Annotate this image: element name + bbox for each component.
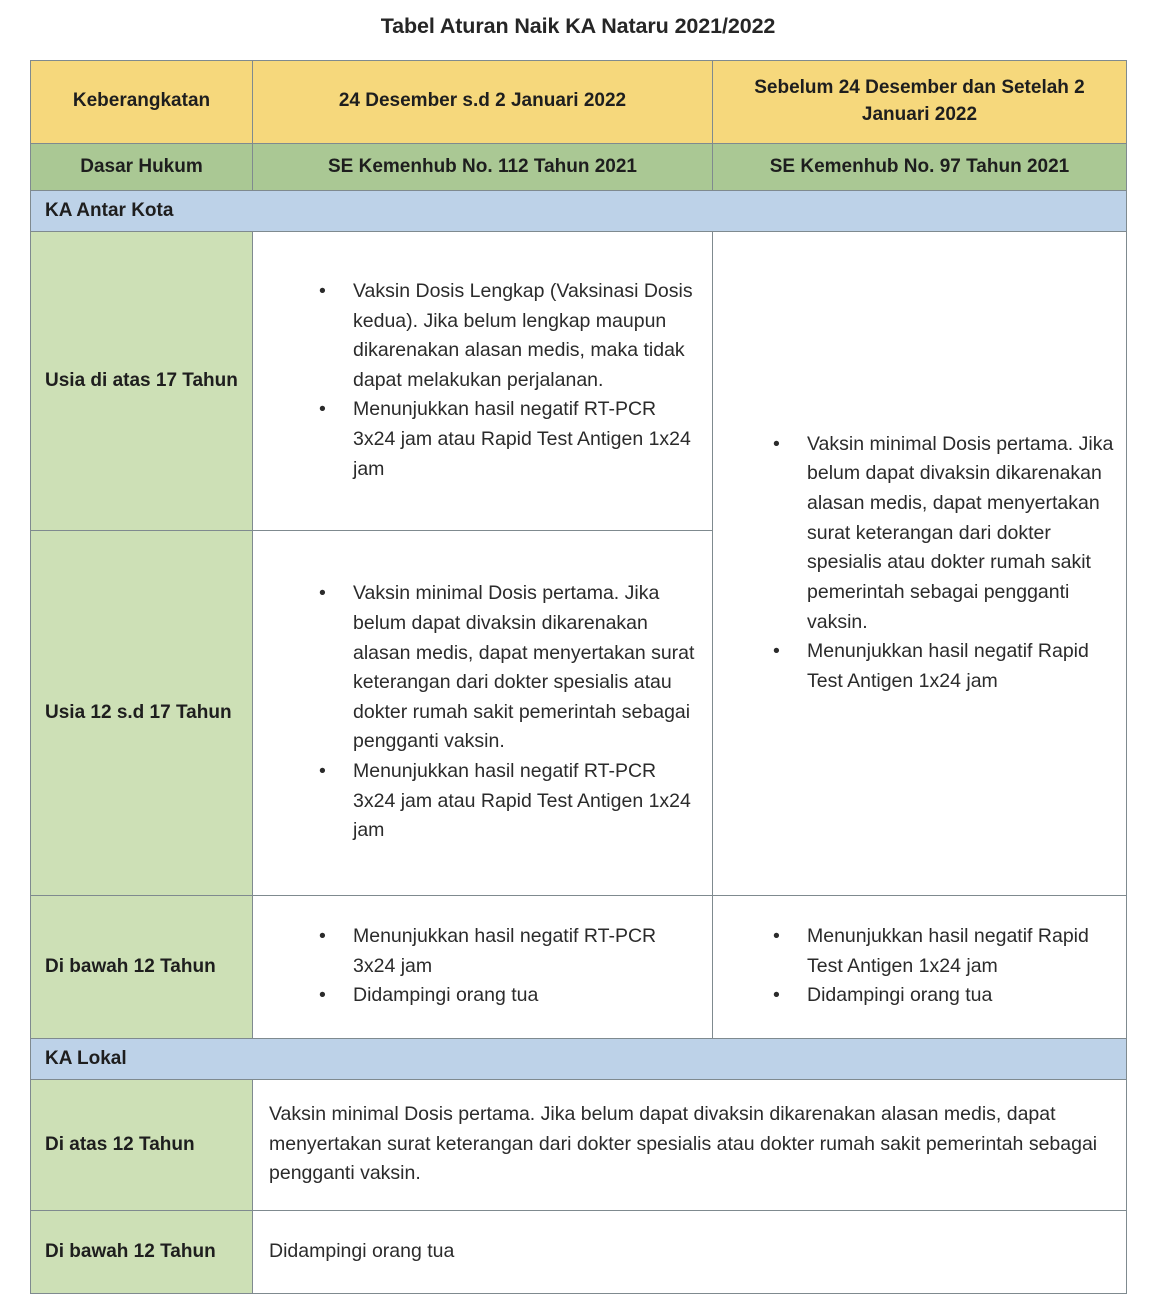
list-item-text: Menunjukkan hasil negatif Rapid Test Antigen 1x24 jam [807,925,1089,977]
list-item-text: Didampingi orang tua [807,984,993,1007]
section-band-local: KA Lokal [31,1038,1127,1079]
cell-12-to-17-peak [253,530,713,895]
list-item-text: Menunjukkan hasil negatif Rapid Test Antigen 1x24 jam [807,640,1089,692]
cell-under-12-peak [253,895,713,1038]
list-item [773,922,1114,981]
legal-basis-peak: SE Kemenhub No. 112 Tahun 2021 [253,143,713,190]
table-row [31,1079,1127,1210]
bullet-list [263,579,700,846]
list-item-text: Menunjukkan hasil negatif RT-PCR 3x24 jam [353,925,657,977]
bullet-icon: • [773,925,780,948]
list-item [319,579,700,757]
cell-under-12-offpeak [713,895,1127,1038]
row-label-under-12-local: Di bawah 12 Tahun [31,1210,253,1293]
bullet-list [263,277,700,484]
list-item-text: Vaksin minimal Dosis pertama. Jika belum dapat divaksin dikarenakan alasan medis, dapat menyertakan surat keterangan dari dokter spesialis atau dokter rumah sakit pemerintah sebagai pengganti vaksin. [353,582,695,753]
row-label-under-12-intercity: Di bawah 12 Tahun [31,895,253,1038]
list-item [319,757,700,846]
bullet-icon: • [773,432,780,455]
bullet-icon: • [773,640,780,663]
list-item-text: Menunjukkan hasil negatif RT-PCR 3x24 jam atau Rapid Test Antigen 1x24 jam [353,398,691,480]
section-band-row-intercity [31,190,1127,231]
legal-basis-row [31,143,1127,190]
list-item [319,395,700,484]
cell-under-12-local [253,1210,1127,1293]
bullet-icon: • [773,984,780,1007]
list-item [319,277,700,396]
row-label-12-to-17: Usia 12 s.d 17 Tahun [31,530,253,895]
bullet-icon: • [319,760,326,783]
list-item [319,922,700,981]
section-band-row-local [31,1038,1127,1079]
table-row [31,1210,1127,1293]
header-cell-period-peak: 24 Desember s.d 2 Januari 2022 [253,61,713,144]
list-item-text: Menunjukkan hasil negatif RT-PCR 3x24 jam atau Rapid Test Antigen 1x24 jam [353,760,691,842]
cell-text: Didampingi orang tua [269,1239,455,1262]
row-label-above-17: Usia di atas 17 Tahun [31,231,253,530]
bullet-icon: • [319,984,326,1007]
list-item-text: Vaksin minimal Dosis pertama. Jika belum dapat divaksin dikarenakan alasan medis, dapat menyertakan surat keterangan dari dokter spesialis atau dokter rumah sakit pemerintah sebagai pengganti vaksin. [807,432,1114,633]
bullet-list [723,430,1114,697]
header-cell-departure: Keberangkatan [31,61,253,144]
row-label-above-12-local: Di atas 12 Tahun [31,1079,253,1210]
list-item [773,430,1114,637]
cell-merged-offpeak-intercity [713,231,1127,895]
legal-basis-offpeak: SE Kemenhub No. 97 Tahun 2021 [713,143,1127,190]
list-item [773,981,1114,1011]
header-cell-period-offpeak: Sebelum 24 Desember dan Setelah 2 Januari 2022 [713,61,1127,144]
rules-table [30,60,1127,1294]
cell-text: Vaksin minimal Dosis pertama. Jika belum dapat divaksin dikarenakan alasan medis, dapat menyertakan surat keterangan dari dokter spesialis atau dokter rumah sakit pemerintah sebagai pengganti vaksin. [269,1103,1098,1185]
list-item-text: Didampingi orang tua [353,984,539,1007]
bullet-icon: • [319,279,326,302]
bullet-icon: • [319,398,326,421]
table-row [31,895,1127,1038]
cell-above-17-peak [253,231,713,530]
bullet-icon: • [319,925,326,948]
bullet-list [263,922,700,1011]
list-item [319,981,700,1011]
bullet-icon: • [319,582,326,605]
rules-table-wrapper [30,60,1126,1294]
table-header-row [31,61,1127,144]
list-item [773,637,1114,696]
cell-above-12-local [253,1079,1127,1210]
legal-basis-label: Dasar Hukum [31,143,253,190]
table-row [31,231,1127,530]
page-title: Tabel Aturan Naik KA Nataru 2021/2022 [380,14,776,38]
section-band-intercity: KA Antar Kota [31,190,1127,231]
list-item-text: Vaksin Dosis Lengkap (Vaksinasi Dosis kedua). Jika belum lengkap maupun dikarenakan alasan medis, maka tidak dapat melakukan perjalanan. [353,279,693,391]
bullet-list [723,922,1114,1011]
